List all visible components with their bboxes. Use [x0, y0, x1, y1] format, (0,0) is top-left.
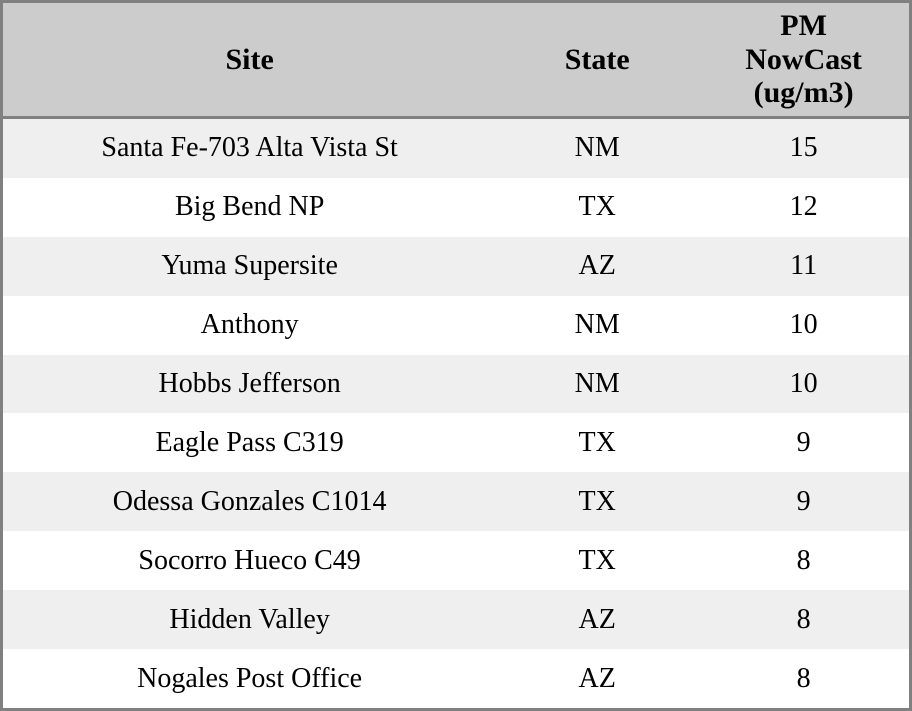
cell-state: TX	[496, 178, 698, 237]
column-header-pm-nowcast-line2: NowCast	[745, 42, 862, 76]
cell-site: Nogales Post Office	[3, 649, 496, 708]
cell-site: Santa Fe-703 Alta Vista St	[3, 117, 496, 178]
cell-state: AZ	[496, 237, 698, 296]
table-row	[3, 178, 909, 237]
cell-pm-nowcast: 10	[698, 355, 909, 414]
table-row	[3, 472, 909, 531]
cell-site: Yuma Supersite	[3, 237, 496, 296]
cell-site: Socorro Hueco C49	[3, 531, 496, 590]
table-row	[3, 531, 909, 590]
cell-pm-nowcast: 10	[698, 296, 909, 355]
cell-pm-nowcast: 9	[698, 413, 909, 472]
cell-pm-nowcast: 8	[698, 531, 909, 590]
table-row	[3, 117, 909, 178]
cell-site: Big Bend NP	[3, 178, 496, 237]
cell-pm-nowcast: 9	[698, 472, 909, 531]
cell-state: AZ	[496, 649, 698, 708]
air-quality-table	[3, 3, 909, 708]
cell-state: TX	[496, 413, 698, 472]
column-header-pm-nowcast-line1: PM	[780, 9, 827, 42]
cell-state: TX	[496, 472, 698, 531]
table-header	[3, 3, 909, 117]
cell-state: AZ	[496, 590, 698, 649]
column-header-site: Site	[3, 3, 496, 117]
cell-state: TX	[496, 531, 698, 590]
table-header-row	[3, 3, 909, 117]
cell-site: Odessa Gonzales C1014	[3, 472, 496, 531]
cell-state: NM	[496, 355, 698, 414]
column-header-pm-nowcast-line3: (ug/m3)	[753, 76, 854, 110]
column-header-state: State	[496, 3, 698, 117]
table-row	[3, 355, 909, 414]
cell-pm-nowcast: 8	[698, 649, 909, 708]
table-row	[3, 413, 909, 472]
table-row	[3, 590, 909, 649]
table-body	[3, 117, 909, 708]
cell-site: Eagle Pass C319	[3, 413, 496, 472]
cell-pm-nowcast: 12	[698, 178, 909, 237]
column-header-pm-nowcast	[698, 3, 909, 117]
cell-site: Anthony	[3, 296, 496, 355]
table-row	[3, 237, 909, 296]
cell-site: Hidden Valley	[3, 590, 496, 649]
cell-pm-nowcast: 8	[698, 590, 909, 649]
cell-site: Hobbs Jefferson	[3, 355, 496, 414]
cell-pm-nowcast: 11	[698, 237, 909, 296]
cell-state: NM	[496, 296, 698, 355]
cell-pm-nowcast: 15	[698, 117, 909, 178]
table-row	[3, 296, 909, 355]
table-row	[3, 649, 909, 708]
cell-state: NM	[496, 117, 698, 178]
